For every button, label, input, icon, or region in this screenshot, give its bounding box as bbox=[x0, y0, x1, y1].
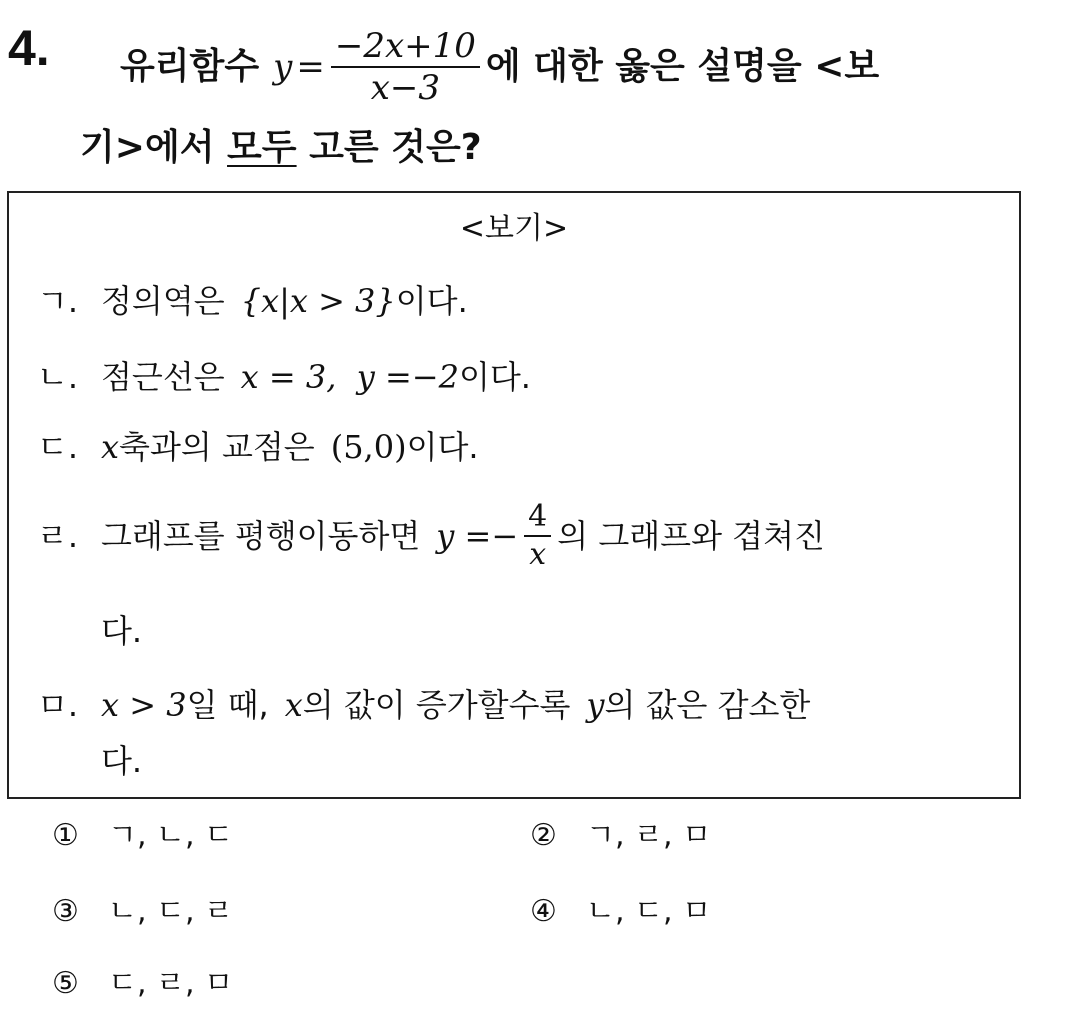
item-text-end: 이다. bbox=[406, 428, 479, 466]
bogi-item-4-cont: 다. bbox=[101, 612, 143, 650]
item-text: 그래프를 평행이동하면 bbox=[101, 517, 421, 555]
item-text: 정의역은 bbox=[101, 282, 225, 320]
item-text-end: 의 그래프와 겹쳐진 bbox=[557, 517, 825, 555]
choice-marker: ② bbox=[530, 818, 557, 853]
bogi-item-2 bbox=[37, 357, 531, 397]
stem-text-4: 고른 것은? bbox=[296, 127, 482, 168]
function-fraction bbox=[331, 26, 480, 108]
item-fraction bbox=[524, 499, 551, 573]
item-text: 점근선은 bbox=[101, 358, 225, 396]
item-label: ㄷ. bbox=[37, 428, 79, 466]
item-fraction-numerator: 4 bbox=[528, 499, 548, 534]
bogi-item-5 bbox=[37, 685, 810, 725]
choice-marker: ③ bbox=[52, 894, 79, 929]
item-math-c: y bbox=[586, 686, 605, 724]
choice-text: ㄴ, ㄷ, ㄹ bbox=[108, 894, 234, 929]
item-math: x = 3, y =−2 bbox=[240, 358, 459, 396]
bogi-title: <보기> bbox=[459, 211, 569, 246]
function-numerator: −2x+10 bbox=[334, 26, 476, 66]
choice-3[interactable] bbox=[52, 894, 233, 930]
item-math: {x|x > 3} bbox=[240, 282, 396, 320]
item-text: 축과의 교점은 bbox=[119, 428, 315, 466]
choice-text: ㄱ, ㄹ, ㅁ bbox=[586, 818, 712, 853]
question-stem-line1 bbox=[120, 26, 879, 108]
stem-text-1: 유리함수 bbox=[120, 46, 260, 87]
item-text-2: 의 값이 증가할수록 bbox=[302, 686, 571, 724]
item-label: ㄴ. bbox=[37, 358, 79, 396]
choice-text: ㄴ, ㄷ, ㅁ bbox=[586, 894, 712, 929]
question-number: 4. bbox=[8, 20, 50, 76]
choice-2[interactable] bbox=[530, 818, 711, 854]
bogi-item-1 bbox=[37, 281, 468, 321]
choice-1[interactable] bbox=[52, 818, 233, 854]
item-label: ㄱ. bbox=[37, 282, 79, 320]
function-equals: = bbox=[296, 47, 325, 87]
item-text-3: 의 값은 감소한 bbox=[604, 686, 811, 724]
item-fraction-denominator: x bbox=[529, 537, 547, 572]
choice-marker: ⑤ bbox=[52, 966, 79, 1001]
choice-4[interactable] bbox=[530, 894, 711, 930]
item-math-a: x > 3 bbox=[101, 686, 187, 724]
choice-text: ㄷ, ㄹ, ㅁ bbox=[108, 966, 234, 1001]
function-lhs: y bbox=[273, 47, 293, 87]
item-label: ㄹ. bbox=[37, 517, 79, 555]
stem-text-2: 에 대한 옳은 설명을 <보 bbox=[485, 46, 880, 87]
item-math-b: x bbox=[284, 686, 303, 724]
choice-marker: ④ bbox=[530, 894, 557, 929]
bogi-box bbox=[7, 191, 1021, 799]
stem-underlined-word: 모두 bbox=[227, 127, 297, 168]
choice-5[interactable] bbox=[52, 966, 233, 1002]
item-math-lhs: y =− bbox=[436, 517, 519, 555]
item-math-var: x bbox=[101, 428, 120, 466]
bogi-item-3 bbox=[37, 427, 479, 467]
item-text: 일 때, bbox=[186, 686, 269, 724]
item-text-end: 이다. bbox=[458, 358, 531, 396]
item-text-end: 이다. bbox=[395, 282, 468, 320]
item-label: ㅁ. bbox=[37, 686, 79, 724]
question-stem-line2 bbox=[80, 126, 482, 170]
item-math: (5,0) bbox=[330, 428, 407, 466]
function-denominator: x−3 bbox=[370, 68, 440, 108]
choice-text: ㄱ, ㄴ, ㄷ bbox=[108, 818, 234, 853]
bogi-item-5-cont: 다. bbox=[101, 742, 143, 780]
stem-text-3: 기>에서 bbox=[80, 127, 228, 168]
choice-marker: ① bbox=[52, 818, 79, 853]
bogi-item-4 bbox=[37, 499, 825, 573]
